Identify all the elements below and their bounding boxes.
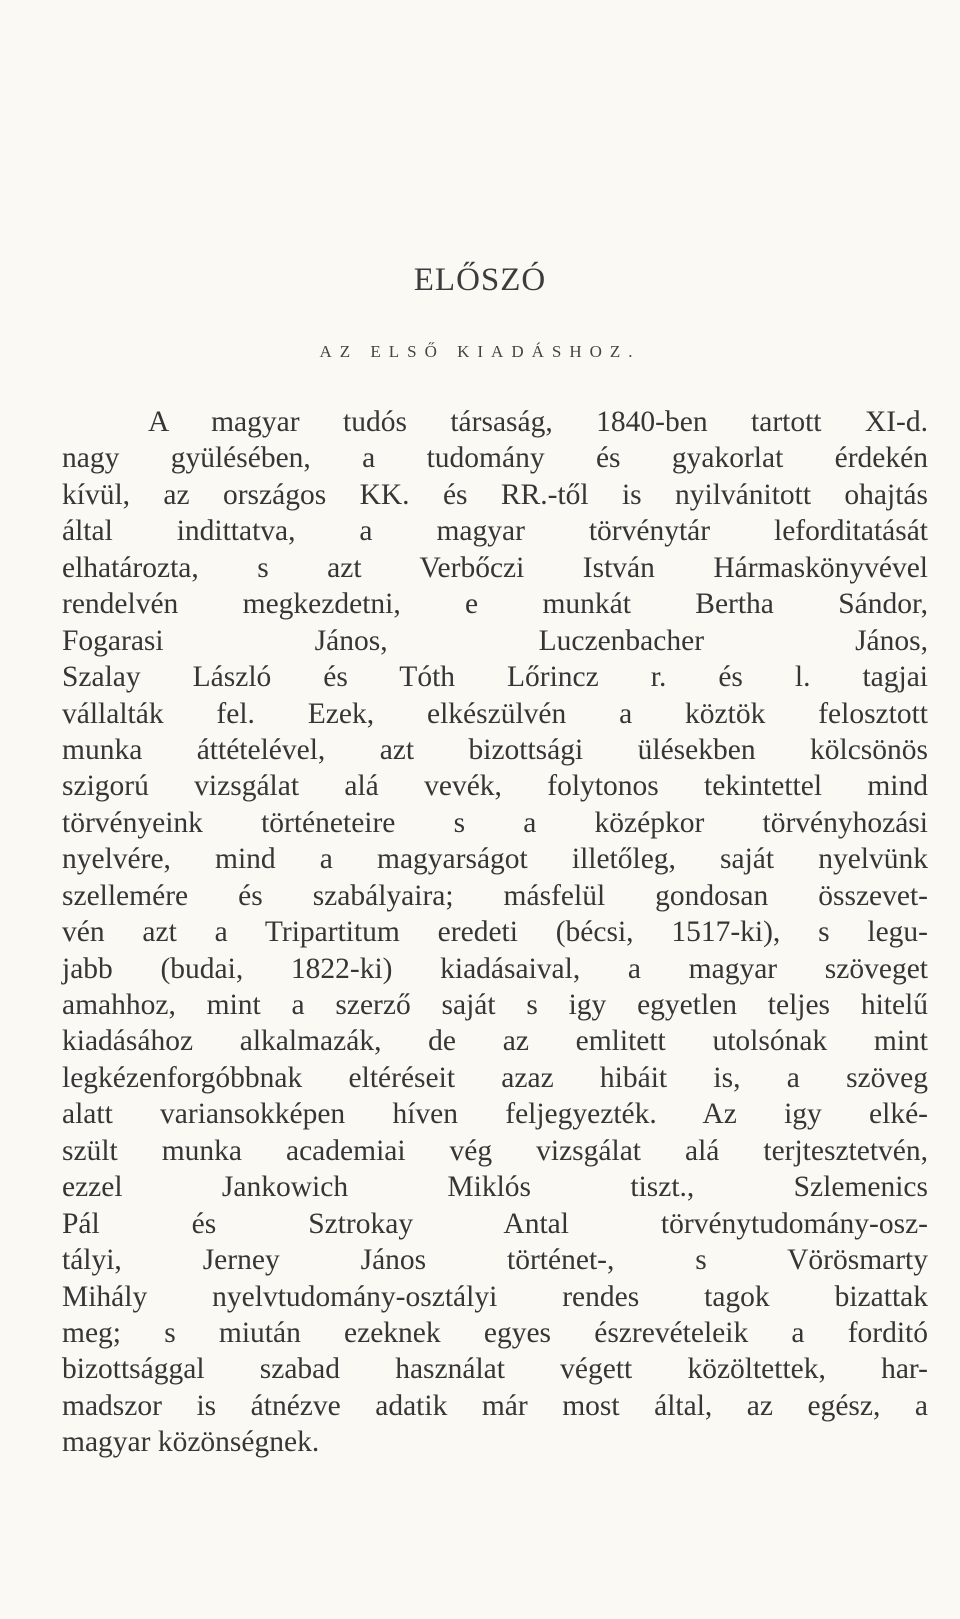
text-line: madszor is átnézve adatik már most által, az egész, a (62, 1389, 928, 1422)
text-line: rendelvén megkezdetni, e munkát Bertha Sándor, (62, 588, 928, 621)
text-line: szellemére és szabályaira; másfelül gondosan összevet- (62, 879, 928, 912)
text-line: bizottsággal szabad használat végett közöltettek, har- (62, 1353, 928, 1386)
text-line: által indittatva, a magyar törvénytár leforditatását (62, 515, 928, 548)
text-line: munka áttételével, azt bizottsági ülésekben kölcsönös (62, 733, 928, 766)
preface-paragraph (62, 404, 928, 1461)
text-line: Mihály nyelvtudomány-osztályi rendes tagok bizattak (62, 1280, 928, 1313)
text-line: magyar közönségnek. (62, 1426, 320, 1459)
text-line: amahhoz, mint a szerző saját s igy egyetlen teljes hitelű (62, 989, 928, 1021)
text-line: Szalay László és Tóth Lőrincz r. és l. tagjai (62, 661, 928, 694)
text-line: törvényeink történeteire s a középkor törvényhozási (62, 806, 928, 839)
page-title: ELŐSZÓ (413, 262, 547, 298)
text-line: szült munka academiai vég vizsgálat alá terjtesztetvén, (62, 1134, 928, 1167)
text-line: jabb (budai, 1822-ki) kiadásaival, a magyar szöveget (62, 952, 928, 985)
text-line: legkézenforgóbbnak eltéréseit azaz hibáit is, a szöveg (62, 1061, 928, 1094)
text-line: elhatározta, s azt Verbőczi István Hármaskönyvével (62, 551, 928, 584)
text-line: Pál és Sztrokay Antal törvénytudomány-osz- (62, 1207, 928, 1240)
text-line: tályi, Jerney János történet-, s Vörösmarty (62, 1244, 928, 1277)
text-line: meg; s miután ezeknek egyes észrevételeik a forditó (62, 1316, 928, 1349)
text-line: szigorú vizsgálat alá vevék, folytonos tekintettel mind (62, 770, 928, 803)
text-line: vállalták fel. Ezek, elkészülvén a köztök felosztott (62, 697, 928, 730)
text-line: ezzel Jankowich Miklós tiszt., Szlemenics (62, 1171, 928, 1204)
text-line: kívül, az országos KK. és RR.-től is nyilvánitott ohajtás (62, 478, 928, 511)
text-line: nagy gyülésében, a tudomány és gyakorlat érdekén (62, 442, 928, 475)
text-line: alatt variansokképen híven feljegyezték. Az igy elké- (62, 1098, 928, 1131)
page-subtitle: AZ ELSŐ KIADÁSHOZ. (319, 342, 641, 361)
text-line: kiadásához alkalmazák, de az emlitett utolsónak mint (62, 1025, 928, 1058)
text-line: vén azt a Tripartitum eredeti (bécsi, 1517-ki), s legu- (62, 916, 928, 949)
text-line: nyelvére, mind a magyarságot illetőleg, saját nyelvünk (62, 843, 928, 876)
text-line: Fogarasi János, Luczenbacher János, (62, 624, 928, 657)
text-line: A magyar tudós társaság, 1840-ben tartott XI-d. (148, 406, 928, 438)
